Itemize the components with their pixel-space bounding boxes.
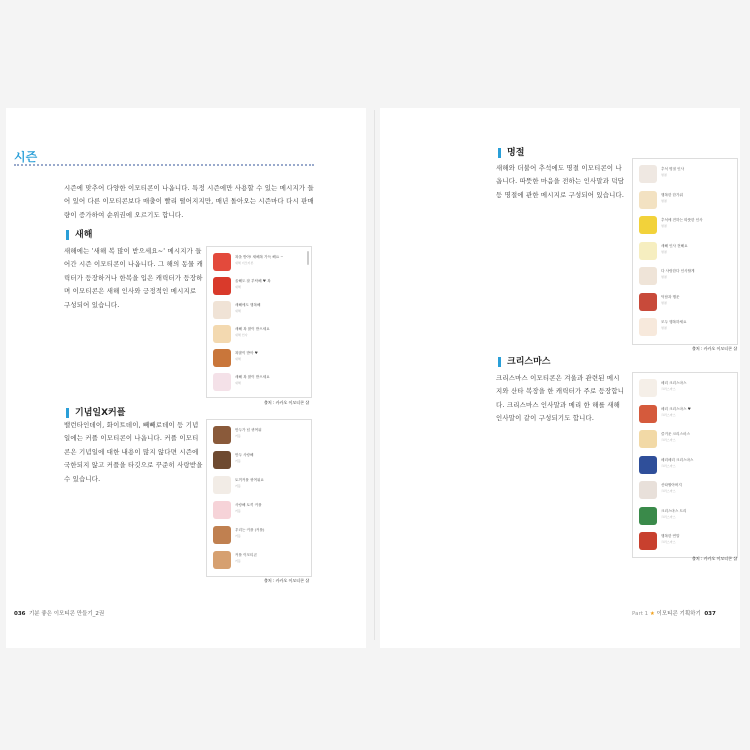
- emoticon-thumbnail: [639, 293, 657, 311]
- emoticon-subtitle: 새해: [235, 381, 241, 385]
- emoticon-thumbnail: [639, 216, 657, 234]
- emoticon-list-item[interactable]: [211, 424, 307, 450]
- emoticon-title: 메리 크리스마스 ♥: [661, 406, 691, 411]
- emoticon-thumbnail: [639, 191, 657, 209]
- new-year-text: 새해에는 '새해 복 많이 받으세요~' 메시지가 들어간 시즌 이모티콘이 나옵니다. 그 해의 동물 캐릭터가 등장하거나 한복을 입은 캐릭터가 등장하며 이모티콘은 새해 인사와 긍정적인 메시지로 구성되어 있습니다.: [64, 247, 203, 309]
- holiday-emoticon-panel: [632, 158, 738, 345]
- emoticon-title: 복많이 받아 ♥: [235, 351, 258, 355]
- emoticon-subtitle: 명절: [661, 249, 667, 254]
- emoticon-subtitle: 명절: [661, 300, 667, 305]
- emoticon-list-item[interactable]: [211, 251, 307, 277]
- emoticon-list-item[interactable]: [637, 530, 733, 556]
- emoticon-list-item[interactable]: [211, 499, 307, 525]
- emoticon-title: 복을 받아! 새해복 가득 해요 ~: [235, 255, 284, 259]
- page-footer-left: [14, 609, 104, 617]
- page-number: 036: [14, 611, 26, 617]
- emoticon-thumbnail: [639, 481, 657, 499]
- emoticon-subtitle: 크리스마스: [661, 438, 676, 442]
- emoticon-list-item[interactable]: [637, 377, 733, 403]
- emoticon-subtitle: 커플: [235, 559, 241, 563]
- emoticon-list-item[interactable]: [637, 403, 733, 429]
- emoticon-list-item[interactable]: [637, 479, 733, 505]
- emoticon-thumbnail: [213, 325, 231, 343]
- emoticon-title: 모두 행복하세요: [661, 320, 687, 324]
- emoticon-list-item[interactable]: [637, 163, 733, 189]
- emoticon-title: 행복한 한가위: [661, 192, 683, 197]
- emoticon-title: 즐거운 크리스마스: [661, 432, 690, 436]
- holiday-text: 새해와 더불어 추석에도 명절 이모티콘이 나옵니다. 따뜻한 마음을 전하는 인사말과 덕담 등 명절에 관한 메시지로 구성되어 있습니다.: [496, 164, 625, 199]
- right-page: [380, 108, 740, 648]
- emoticon-list-item[interactable]: [211, 323, 307, 349]
- emoticon-thumbnail: [213, 253, 231, 271]
- emoticon-list-item[interactable]: [637, 454, 733, 480]
- emoticon-thumbnail: [639, 532, 657, 550]
- emoticon-title: 올해도 잘 부탁해 ♥ 복: [235, 279, 271, 283]
- emoticon-subtitle: 명절: [661, 198, 667, 203]
- emoticon-title: 새해 인사 전해요: [661, 243, 688, 248]
- scrollbar[interactable]: [307, 251, 309, 265]
- emoticon-thumbnail: [639, 507, 657, 525]
- emoticon-subtitle: 커플: [235, 434, 241, 438]
- emoticon-list-item[interactable]: [211, 299, 307, 325]
- emoticon-subtitle: 크리스마스: [661, 514, 676, 519]
- section-divider: [14, 164, 314, 166]
- emoticon-thumbnail: [213, 551, 231, 569]
- section-title-season: 시즌: [14, 150, 38, 164]
- star-icon: ★: [649, 611, 655, 617]
- emoticon-list-item[interactable]: [211, 474, 307, 500]
- emoticon-title: 메리메리 크리스마스: [661, 457, 694, 462]
- emoticon-list-item[interactable]: [211, 347, 307, 373]
- emoticon-list-item[interactable]: [637, 189, 733, 215]
- emoticon-thumbnail: [213, 349, 231, 367]
- emoticon-thumbnail: [639, 165, 657, 183]
- emoticon-list-item[interactable]: [637, 505, 733, 531]
- emoticon-list-item[interactable]: [211, 449, 307, 475]
- emoticon-thumbnail: [639, 430, 657, 448]
- emoticon-title: 산타할아버지: [661, 483, 682, 487]
- emoticon-title: 사랑해 토끼 커플: [235, 503, 262, 507]
- emoticon-subtitle: 커플: [235, 459, 241, 463]
- emoticon-subtitle: 명절: [661, 224, 667, 228]
- page-gutter: [374, 110, 375, 640]
- emoticon-title: 토끼커플 귀여워요: [235, 478, 264, 482]
- page-footer-right: [632, 609, 716, 617]
- emoticon-thumbnail: [213, 373, 231, 391]
- emoticon-thumbnail: [213, 426, 231, 444]
- emoticon-title: 추석에 전하는 따뜻한 인사: [661, 218, 703, 222]
- couple-emoticon-panel: [206, 419, 312, 577]
- sub-heading-couple: 기념일X커플: [66, 408, 125, 418]
- emoticon-subtitle: 크리스마스: [661, 540, 676, 544]
- emoticon-title: 덕담과 행운: [661, 294, 680, 299]
- emoticon-subtitle: 크리스마스: [661, 463, 676, 468]
- image-caption: 출처 : 카카오 이모티콘 샵: [264, 400, 310, 405]
- emoticon-title: 만두 사랑해: [235, 453, 254, 457]
- emoticon-subtitle: 명절: [661, 173, 667, 177]
- emoticon-subtitle: 새해 이모티콘: [235, 261, 254, 265]
- emoticon-list-item[interactable]: [211, 275, 307, 301]
- emoticon-title: 만두가 넘 귀여워: [235, 428, 262, 432]
- book-title: 기분 좋은 이모티콘 만들기_2권: [28, 611, 105, 617]
- sub-heading-christmas: 크리스마스: [498, 357, 550, 367]
- emoticon-list-item[interactable]: [211, 549, 307, 575]
- image-caption: 출처 : 카카오 이모티콘 샵: [692, 346, 738, 351]
- emoticon-title: 새해 복 많이 받으세요: [235, 327, 270, 331]
- emoticon-list-item[interactable]: [637, 265, 733, 291]
- emoticon-subtitle: 커플: [235, 509, 241, 513]
- emoticon-subtitle: 크리스마스: [661, 489, 676, 493]
- emoticon-title: 새해에도 행복해: [235, 303, 261, 307]
- emoticon-subtitle: 명절: [661, 326, 667, 330]
- emoticon-title: 메리 크리스마스: [661, 381, 687, 385]
- emoticon-thumbnail: [639, 318, 657, 336]
- chapter-title: 이모티콘 기획하기: [656, 611, 701, 617]
- emoticon-list-item[interactable]: [211, 524, 307, 550]
- emoticon-thumbnail: [639, 405, 657, 423]
- new-year-emoticon-panel: [206, 246, 312, 398]
- emoticon-subtitle: 새해: [235, 285, 241, 289]
- christmas-text: 크리스마스 이모티콘은 겨울과 관련된 메시지와 산타 복장을 한 캐릭터가 주로 등장합니다. 크리스마스 인사말과 메리 한 해를 새해 인사말이 같이 구성되기도 합니다.: [496, 374, 625, 423]
- part-label: Part 1: [632, 611, 649, 617]
- emoticon-list-item[interactable]: [637, 316, 733, 342]
- intro-text: 시즌에 맞추어 다양한 이모티콘이 나옵니다. 특정 시즌에만 사용할 수 있는 메시지가 들어 있어 다른 이모티콘보다 매출이 빨리 떨어지지만, 매년 돌아오는 시즌마다 다시 판매량이 증가하여 순위권에 오르기도 합니다.: [64, 184, 314, 219]
- emoticon-subtitle: 새해: [235, 357, 241, 361]
- left-page: [6, 108, 366, 648]
- emoticon-list-item[interactable]: [637, 428, 733, 454]
- emoticon-title: 커플 이모티콘: [235, 553, 257, 557]
- emoticon-list-item[interactable]: [637, 214, 733, 240]
- sub-heading-new-year: 새해: [66, 230, 92, 240]
- page-number: 037: [704, 611, 716, 617]
- emoticon-thumbnail: [213, 476, 231, 494]
- emoticon-title: 다 사랑한다 인사할게: [661, 269, 695, 273]
- emoticon-list-item[interactable]: [637, 240, 733, 266]
- emoticon-subtitle: 새해 인사: [235, 333, 248, 337]
- image-caption: 출처 : 카카오 이모티콘 샵: [264, 578, 310, 583]
- emoticon-subtitle: 명절: [661, 275, 667, 279]
- emoticon-list-item[interactable]: [211, 371, 307, 397]
- emoticon-thumbnail: [213, 277, 231, 295]
- christmas-emoticon-panel: [632, 372, 738, 558]
- emoticon-title: 행복한 연말: [661, 534, 680, 538]
- emoticon-thumbnail: [639, 267, 657, 285]
- emoticon-subtitle: 새해: [235, 309, 241, 313]
- emoticon-thumbnail: [213, 501, 231, 519]
- sub-heading-holiday: 명절: [498, 148, 524, 158]
- emoticon-list-item[interactable]: [637, 291, 733, 317]
- emoticon-thumbnail: [639, 242, 657, 260]
- image-caption: 출처 : 카카오 이모티콘 샵: [692, 556, 738, 561]
- emoticon-subtitle: 커플: [235, 534, 241, 538]
- emoticon-subtitle: 크리스마스: [661, 412, 676, 417]
- emoticon-thumbnail: [639, 379, 657, 397]
- emoticon-subtitle: 크리스마스: [661, 387, 676, 391]
- emoticon-subtitle: 커플: [235, 484, 241, 488]
- couple-text: 밸런타인데이, 화이트데이, 빼빼로데이 등 기념일에는 커플 이모티콘이 나옵니다. 커플 이모티콘은 기념일에 대한 내용이 많지 않다면 시즌에 국한되지 않고 커플을 타깃으로 꾸준히 사랑받을 수 있습니다.: [64, 421, 203, 483]
- emoticon-thumbnail: [639, 456, 657, 474]
- emoticon-title: 크리스마스 트리: [661, 508, 687, 513]
- emoticon-title: 우리는 커플 (커플): [235, 528, 265, 532]
- emoticon-thumbnail: [213, 526, 231, 544]
- emoticon-title: 추석 명절 인사: [661, 167, 685, 171]
- emoticon-title: 새해 복 많이 받으세요: [235, 375, 270, 379]
- emoticon-thumbnail: [213, 451, 231, 469]
- emoticon-thumbnail: [213, 301, 231, 319]
